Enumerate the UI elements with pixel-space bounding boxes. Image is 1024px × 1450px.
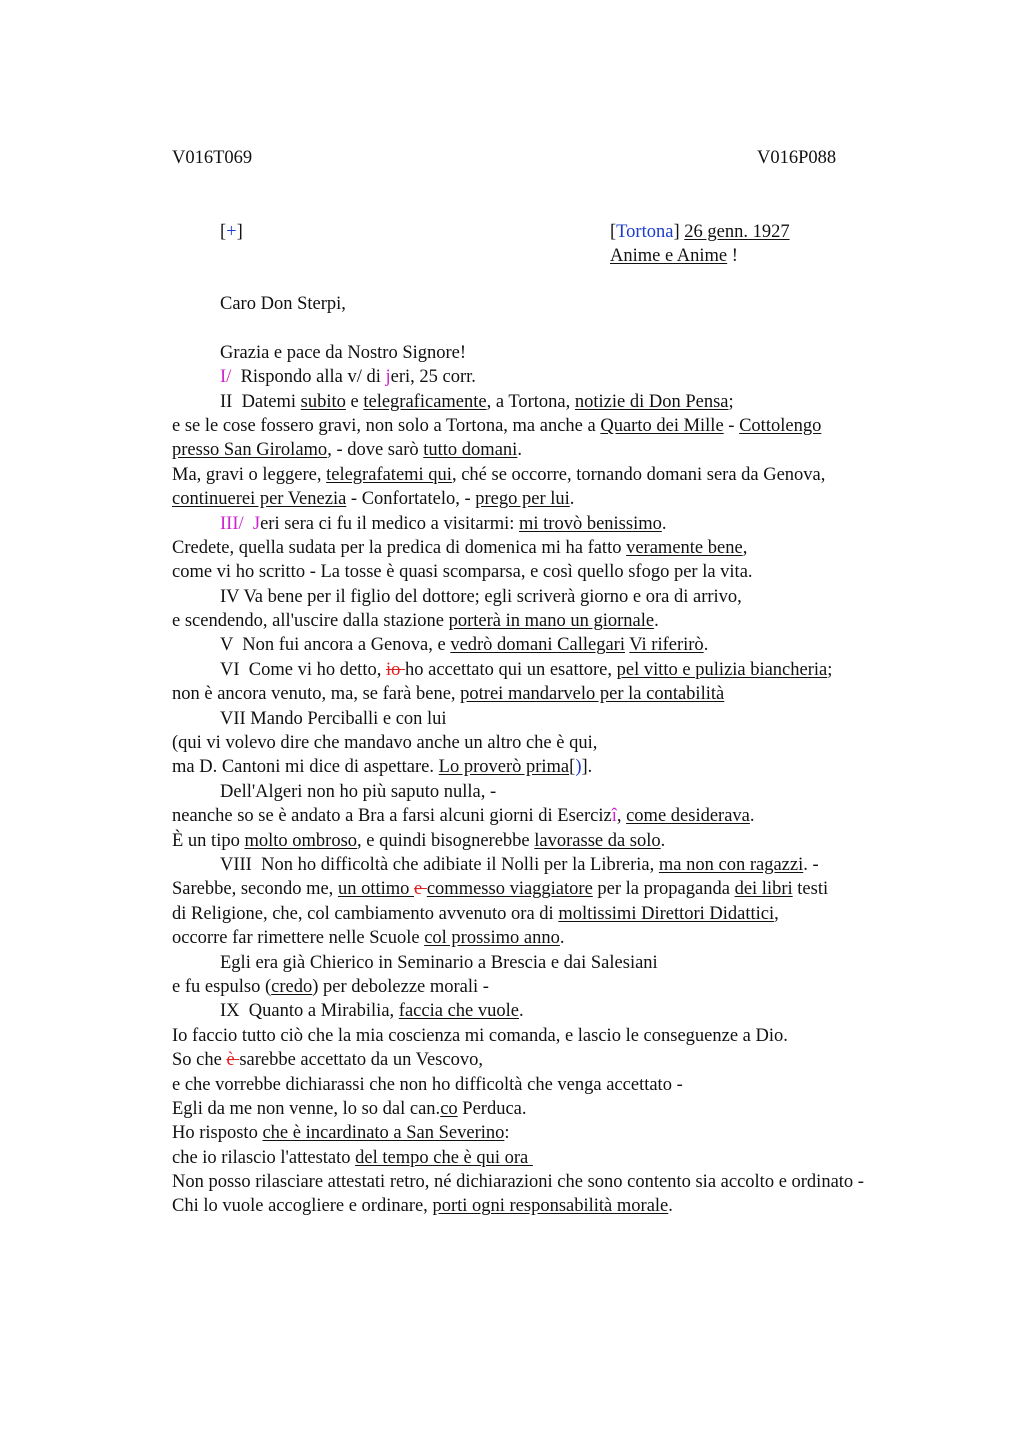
- paragraph-9-line: Ho risposto che è incardinato a San Severino:: [172, 1123, 510, 1144]
- paragraph-9-line: Non posso rilasciare attestati retro, né dichiarazioni che sono contento sia accolto e ordinato -: [172, 1172, 864, 1193]
- paragraph-8: VIII Non ho difficoltà che adibiate il Nolli per la Libreria, ma non con ragazzi. -: [220, 854, 819, 875]
- paragraph-6: VI Come vi ho detto, io ho accettato qui un esattore, pel vitto e pulizia biancheria;: [220, 659, 833, 680]
- paragraph-9-line: So che è sarebbe accettato da un Vescovo,: [172, 1050, 483, 1071]
- motto-line: Anime e Anime !: [610, 246, 738, 267]
- paragraph-9-line: e che vorrebbe dichiarassi che non ho difficoltà che venga accettato -: [172, 1074, 683, 1095]
- document-code-left: V016T069: [172, 148, 253, 168]
- paragraph-3-line: come vi ho scritto - La tosse è quasi scomparsa, e così quello sfogo per la vita.: [172, 562, 753, 583]
- paragraph-2-line: e se le cose fossero gravi, non solo a Tortona, ma anche a Quarto dei Mille - Cottolengo: [172, 415, 822, 436]
- place-name: Tortona: [616, 222, 674, 242]
- paragraph-7-line: ma D. Cantoni mi dice di aspettare. Lo proverò prima[)].: [172, 757, 593, 778]
- paragraph-9-line: che io rilascio l'attestato del tempo che è qui ora: [172, 1147, 533, 1168]
- paragraph-7-line: (qui vi volevo dire che mandavo anche un altro che è qui,: [172, 733, 598, 754]
- cross-mark: [+]: [220, 222, 243, 242]
- paragraph-9: IX Quanto a Mirabilia, faccia che vuole.: [220, 1001, 524, 1022]
- paragraph-8-line: Egli era già Chierico in Seminario a Brescia e dai Salesiani: [220, 952, 658, 973]
- letter-date: 26 genn. 1927: [684, 222, 790, 242]
- paragraph-8-line: e fu espulso (credo) per debolezze morali -: [172, 976, 489, 997]
- closing-line: Chi lo vuole accogliere e ordinare, porti ogni responsabilità morale.: [172, 1196, 673, 1217]
- place-date-line: [Tortona] 26 genn. 1927: [610, 222, 790, 242]
- paragraph-7: VII Mando Perciballi e con lui: [220, 708, 447, 729]
- struck-text: e: [414, 879, 427, 900]
- paragraph-2-line: continuerei per Venezia - Confortatelo, - prego per lui.: [172, 489, 575, 510]
- paragraph-4: IV Va bene per il figlio del dottore; egli scriverà giorno e ora di arrivo,: [220, 586, 742, 607]
- paragraph-3-line: Credete, quella sudata per la predica di domenica mi ha fatto veramente bene,: [172, 537, 748, 558]
- greeting: Grazia e pace da Nostro Signore!: [220, 342, 467, 363]
- paragraph-1: I/ Rispondo alla v/ di jeri, 25 corr.: [220, 367, 476, 388]
- paragraph-8-line: occorre far rimettere nelle Scuole col prossimo anno.: [172, 928, 565, 949]
- paragraph-3: III/ Jeri sera ci fu il medico a visitarmi: mi trovò benissimo.: [220, 513, 667, 534]
- paragraph-8-line: di Religione, che, col cambiamento avvenuto ora di moltissimi Direttori Didattici,: [172, 903, 779, 924]
- paragraph-7-line: neanche so se è andato a Bra a farsi alcuni giorni di Esercizî, come desiderava.: [172, 806, 755, 827]
- paragraph-9-line: Egli da me non venne, lo so dal can.co Perduca.: [172, 1098, 527, 1119]
- paragraph-7-line: Dell'Algeri non ho più saputo nulla, -: [220, 781, 497, 802]
- motto: Anime e Anime: [610, 246, 728, 267]
- paragraph-7-line: È un tipo molto ombroso, e quindi bisognerebbe lavorasse da solo.: [172, 830, 666, 851]
- paragraph-5: V Non fui ancora a Genova, e vedrò domani Callegari Vi riferirò.: [220, 635, 709, 656]
- salutation: Caro Don Sterpi,: [220, 294, 346, 314]
- place-date: [610, 220, 790, 269]
- paragraph-4-line: e scendendo, all'uscire dalla stazione porterà in mano un giornale.: [172, 611, 659, 632]
- struck-text: io: [385, 659, 405, 680]
- paragraph-2-line: presso San Girolamo, - dove sarò tutto domani.: [172, 440, 522, 461]
- paragraph-2: II Datemi subito e telegraficamente, a Tortona, notizie di Don Pensa;: [220, 391, 734, 412]
- letter-body: [172, 292, 912, 1219]
- paragraph-2-line: Ma, gravi o leggere, telegrafatemi qui, ché se occorre, tornando domani sera da Genova,: [172, 464, 826, 485]
- document-code-right: V016P088: [757, 148, 837, 168]
- paragraph-6-line: non è ancora venuto, ma, se farà bene, potrei mandarvelo per la contabilità: [172, 684, 725, 705]
- struck-text: è: [226, 1050, 240, 1071]
- paragraph-8-line: Sarebbe, secondo me, un ottimo e commesso viaggiatore per la propaganda dei libri testi: [172, 879, 829, 900]
- paragraph-9-line: Io faccio tutto ciò che la mia coscienza mi comanda, e lascio le conseguenze a Dio.: [172, 1025, 788, 1046]
